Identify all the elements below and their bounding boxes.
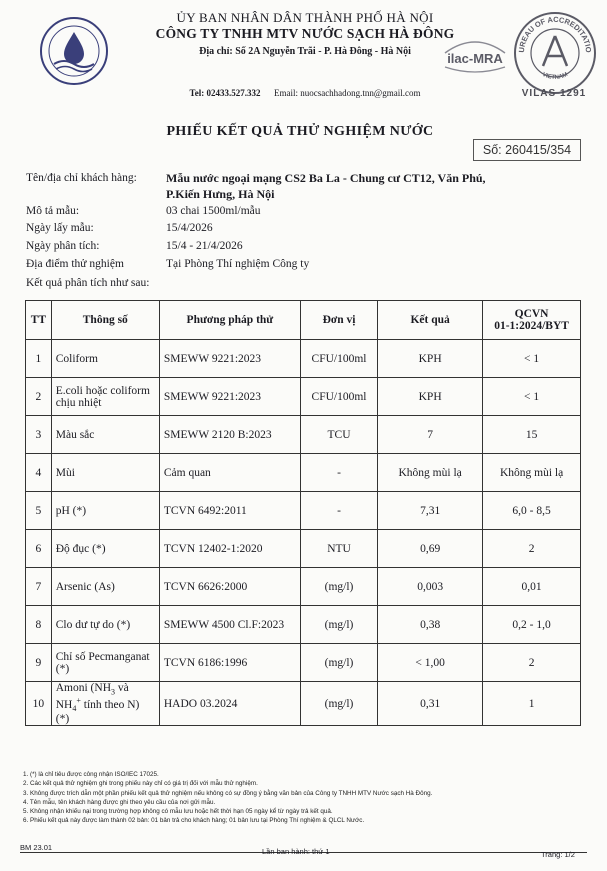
location-label: Địa điểm thử nghiệm xyxy=(26,258,124,270)
cell-qcvn: 1 xyxy=(483,682,581,726)
table-row xyxy=(26,378,581,416)
cell-tt: 2 xyxy=(26,378,52,416)
accreditation-text: UREAU OF ACCREDITATIO xyxy=(516,14,594,53)
vilas-code: VILAS 1291 xyxy=(521,88,587,99)
company-name: CÔNG TY TNHH MTV NƯỚC SẠCH HÀ ĐÔNG xyxy=(155,26,455,41)
cell-result: KPH xyxy=(378,340,483,378)
sample-date-label: Ngày lấy mẫu: xyxy=(26,222,94,234)
cell-qcvn: < 1 xyxy=(483,340,581,378)
cell-unit: CFU/100ml xyxy=(300,378,377,416)
cell-result: 0,31 xyxy=(378,682,483,726)
cell-param: Chỉ số Pecmanganat (*) xyxy=(51,644,159,682)
cell-result: Không mùi lạ xyxy=(378,454,483,492)
cell-qcvn: < 1 xyxy=(483,378,581,416)
cell-unit: (mg/l) xyxy=(300,682,377,726)
cell-param: Màu sắc xyxy=(51,416,159,454)
notes xyxy=(23,770,593,826)
cell-tt: 10 xyxy=(26,682,52,726)
table-row xyxy=(26,340,581,378)
cell-tt: 7 xyxy=(26,568,52,606)
location-value: Tại Phòng Thí nghiệm Công ty xyxy=(166,258,310,270)
cell-method: Cảm quan xyxy=(159,454,300,492)
cell-param: Amoni ($NH_3$ và $NH_4^+$ tính theo N) (*) xyxy=(51,682,159,726)
form-code: BM 23.01 xyxy=(20,843,53,852)
results-table xyxy=(25,300,581,726)
cell-qcvn: 2 xyxy=(483,530,581,568)
page-title: PHIẾU KẾT QUẢ THỬ NGHIỆM NƯỚC xyxy=(166,124,434,139)
cell-result: 0,003 xyxy=(378,568,483,606)
cell-qcvn: 15 xyxy=(483,416,581,454)
header-method: Phương pháp thử xyxy=(159,301,300,340)
cell-method: TCVN 6492:2011 xyxy=(159,492,300,530)
cell-tt: 3 xyxy=(26,416,52,454)
sample-desc-value: 03 chai 1500ml/mẫu xyxy=(166,205,261,217)
cell-method: SMEWW 9221:2023 xyxy=(159,378,300,416)
cell-result: 0,69 xyxy=(378,530,483,568)
header-unit: Đơn vị xyxy=(300,301,377,340)
table-row xyxy=(26,416,581,454)
cell-param: pH (*) xyxy=(51,492,159,530)
header-tt: TT xyxy=(26,301,52,340)
ilac-mra-logo xyxy=(441,35,509,75)
report-number: Số: 260415/354 xyxy=(473,139,581,161)
cell-unit: - xyxy=(300,492,377,530)
note-item: 1. (*) là chỉ tiêu được công nhận ISO/IEC 17025. xyxy=(23,771,159,778)
cell-qcvn: 0,2 - 1,0 xyxy=(483,606,581,644)
cell-result: 0,38 xyxy=(378,606,483,644)
table-row xyxy=(26,492,581,530)
customer-label: Tên/địa chỉ khách hàng: xyxy=(26,172,137,184)
cell-method: TCVN 12402-1:2020 xyxy=(159,530,300,568)
cell-tt: 8 xyxy=(26,606,52,644)
email: Email: nuocsachhadong.tnn@gmail.com xyxy=(273,88,421,98)
header-param: Thông số xyxy=(51,301,159,340)
customer-value-1: Mẫu nước ngoại mạng CS2 Ba La - Chung cư CT12, Văn Phú, xyxy=(166,171,486,185)
cell-result: 7 xyxy=(378,416,483,454)
cell-tt: 1 xyxy=(26,340,52,378)
country-text: VIETNAM xyxy=(541,71,569,81)
cell-result: 7,31 xyxy=(378,492,483,530)
sample-date-value: 15/4/2026 xyxy=(166,222,213,234)
cell-qcvn: 6,0 - 8,5 xyxy=(483,492,581,530)
cell-param: Clo dư tự do (*) xyxy=(51,606,159,644)
cell-method: TCVN 6186:1996 xyxy=(159,644,300,682)
sample-desc-label: Mô tả mẫu: xyxy=(26,205,80,217)
cell-unit: NTU xyxy=(300,530,377,568)
header-qcvn xyxy=(483,301,581,340)
company-logo xyxy=(38,12,110,90)
table-row xyxy=(26,454,581,492)
cell-tt: 9 xyxy=(26,644,52,682)
table-row xyxy=(26,530,581,568)
cell-param: Mùi xyxy=(51,454,159,492)
cell-unit: TCU xyxy=(300,416,377,454)
analysis-date-label: Ngày phân tích: xyxy=(26,240,100,252)
ilac-text: ilac-MRA xyxy=(447,51,503,66)
cell-result: KPH xyxy=(378,378,483,416)
cell-param: Coliform xyxy=(51,340,159,378)
cell-qcvn: 2 xyxy=(483,644,581,682)
cell-param: Độ đục (*) xyxy=(51,530,159,568)
cell-unit: - xyxy=(300,454,377,492)
cell-method: TCVN 6626:2000 xyxy=(159,568,300,606)
header-qcvn-line2: 01-1:2024/BYT xyxy=(494,320,569,332)
note-item: 4. Tên mẫu, tên khách hàng được ghi theo yêu cầu của nơi gửi mẫu. xyxy=(23,798,216,806)
header-qcvn-line1: QCVN xyxy=(514,308,549,320)
cell-qcvn: 0,01 xyxy=(483,568,581,606)
contact-line xyxy=(120,88,490,98)
cell-param: Arsenic (As) xyxy=(51,568,159,606)
company-address: Địa chỉ: Số 2A Nguyễn Trãi - P. Hà Đông - Hà Nội xyxy=(199,46,411,57)
note-item: 6. Phiếu kết quả này được làm thành 02 bản: 01 bản trả cho khách hàng; 01 bản lưu tại Phòng Thí nghiệm & QLCL Nước. xyxy=(23,817,365,825)
customer-value-2: P.Kiến Hưng, Hà Nội xyxy=(166,187,275,201)
cell-qcvn: Không mùi lạ xyxy=(483,454,581,492)
cell-unit: (mg/l) xyxy=(300,568,377,606)
svg-text:VIETNAM xyxy=(541,72,569,81)
cell-tt: 6 xyxy=(26,530,52,568)
cell-tt: 4 xyxy=(26,454,52,492)
table-row xyxy=(26,682,581,726)
cell-unit: (mg/l) xyxy=(300,644,377,682)
table-header-row xyxy=(26,301,581,340)
note-item: 5. Không nhận khiếu nại trong trường hợp không có mẫu lưu hoặc hết thời hạn 05 ngày kể từ ngày trả kết quả. xyxy=(23,808,333,816)
committee-name: ỦY BAN NHÂN DÂN THÀNH PHỐ HÀ NỘI xyxy=(176,10,434,25)
cell-result: < 1,00 xyxy=(378,644,483,682)
cell-method: SMEWW 4500 Cl.F:2023 xyxy=(159,606,300,644)
accreditation-seal xyxy=(510,8,600,98)
table-row xyxy=(26,606,581,644)
cell-unit: (mg/l) xyxy=(300,606,377,644)
cell-method: SMEWW 2120 B:2023 xyxy=(159,416,300,454)
edition: Lần ban hành: thứ 1 xyxy=(262,847,330,856)
cell-param: E.coli hoặc coliform chịu nhiệt xyxy=(51,378,159,416)
page-number: Trang: 1/2 xyxy=(541,850,575,859)
cell-method: SMEWW 9221:2023 xyxy=(159,340,300,378)
analysis-date-value: 15/4 - 21/4/2026 xyxy=(166,240,243,252)
table-row xyxy=(26,568,581,606)
note-item: 3. Không được trích dẫn một phần phiếu kết quả thử nghiệm nếu không có sự đồng ý bằng văn bản của Công ty TNHH MTV Nước sạch Hà Đông. xyxy=(23,789,433,797)
cell-tt: 5 xyxy=(26,492,52,530)
tel: Tel: 02433.527.332 xyxy=(189,88,261,98)
note-item: 2. Các kết quả thử nghiệm ghi trong phiếu này chỉ có giá trị đối với mẫu thử nghiệm. xyxy=(23,780,258,788)
cell-unit: CFU/100ml xyxy=(300,340,377,378)
header-result: Kết quả xyxy=(378,301,483,340)
result-intro: Kết quả phân tích như sau: xyxy=(26,277,150,289)
table-row xyxy=(26,644,581,682)
cell-method: HADO 03.2024 xyxy=(159,682,300,726)
